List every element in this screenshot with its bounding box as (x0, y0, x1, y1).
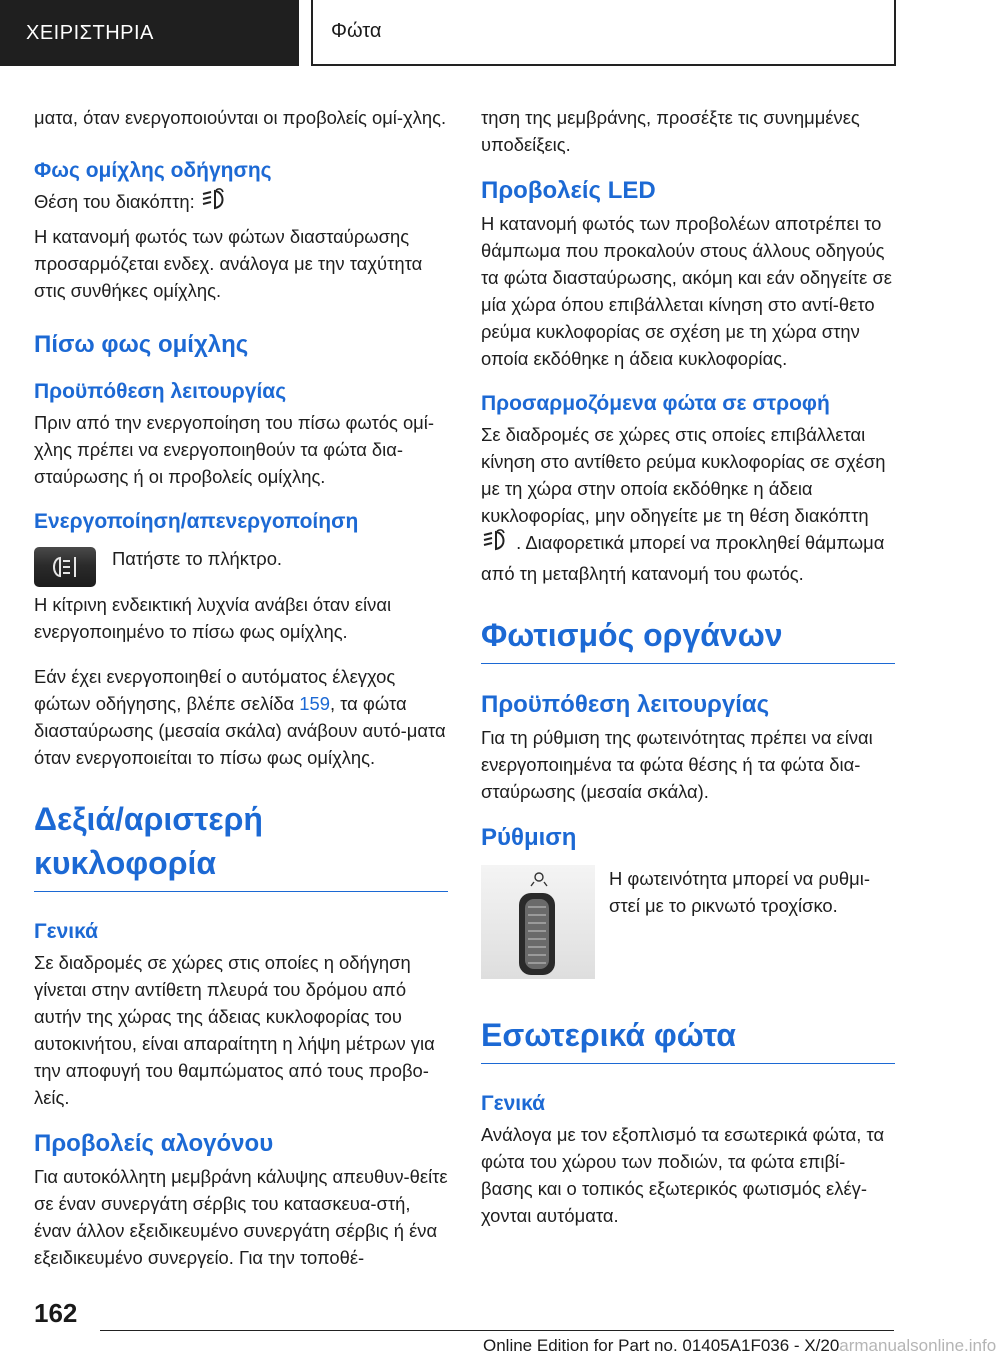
instrument-dimmer-thumbwheel (481, 865, 595, 979)
instruments-heading: Φωτισμός οργάνων (481, 613, 895, 664)
adaptive-text: Σε διαδρομές σε χώρες στις οποίες επιβάλλεται κίνηση στο αντίθετο ρεύμα κυκλοφορίας σε σχέση με τη χώρα στην οποία εκδόθηκε η άδεια κυκλοφορίας, μην οδηγείτε με τη θέση διακόπτη . Διαφορετικά μπορεί να προκληθεί θάμπωμα από τη μεταβλητή κατανομή του φωτός. (481, 424, 886, 584)
section-tab: ΧΕΙΡΙΣΤΗΡΙΑ (0, 0, 299, 66)
rear-fog-heading: Πίσω φως ομίχλης (34, 331, 249, 358)
rear-fog-light-button (34, 547, 96, 587)
fog-light-icon (481, 529, 511, 560)
chapter-tab: Φώτα (311, 0, 896, 66)
interior-general-heading: Γενικά (481, 1092, 546, 1115)
traffic-heading-line2: κυκλοφορία (34, 845, 217, 881)
halogen-heading: Προβολείς αλογόνου (34, 1130, 274, 1157)
dimmer-row (481, 865, 895, 979)
film-continuation-text: τηση της μεμβράνης, προσέξτε τις συνημμένες υποδείξεις. (481, 107, 860, 155)
fog-driving-heading: Φως ομίχλης οδήγησης (34, 159, 272, 182)
rear-fog-control-row (34, 545, 448, 587)
instruments-prereq-text: Για τη ρύθμιση της φωτεινότητας πρέπει να είναι ενεργοποιημένα τα φώτα θέσης ή τα φώτα δια-σταύρωσης (μεσαία σκάλα). (481, 727, 873, 802)
adaptive-heading: Προσαρμοζόμενα φώτα σε στροφή (481, 392, 830, 415)
instruments-prereq-heading: Προϋπόθεση λειτουργίας (481, 691, 770, 718)
traffic-heading-line1: Δεξιά/αριστερή (34, 801, 263, 837)
fog-driving-text: Η κατανομή φωτός των φώτων διασταύρωσης προσαρμόζεται ενδεχ. ανάλογα με την ταχύτητα στις συνθήκες ομίχλης. (34, 226, 423, 301)
led-heading: Προβολείς LED (481, 177, 656, 204)
adjust-heading: Ρύθμιση (481, 824, 577, 851)
right-column (481, 104, 895, 1229)
page-header (0, 0, 960, 66)
interior-general-text: Ανάλογα με τον εξοπλισμό τα εσωτερικά φώτα, τα φώτα του χώρου των ποδιών, τα φώτα επιβί-βασης και ο τοπικός εξωτερικός φωτισμός ελέγ-χονται αυτόματα. (481, 1124, 885, 1226)
footer-divider (100, 1330, 894, 1331)
fog-light-icon (200, 188, 230, 219)
page-link[interactable]: 159 (299, 693, 330, 714)
left-column (34, 104, 448, 1271)
interior-heading: Εσωτερικά φώτα (481, 1013, 895, 1064)
watermark: armanualsonline.info (839, 1336, 996, 1355)
auto-lights-text: Εάν έχει ενεργοποιηθεί ο αυτόματος έλεγχος φώτων οδήγησης, βλέπε σελίδα 159, τα φώτα διασταύρωσης (μεσαία σκάλα) ανάβουν αυτό-ματα όταν ενεργοποιείται το πίσω φως ομίχλης. (34, 666, 446, 768)
rear-fog-prereq-heading: Προϋπόθεση λειτουργίας (34, 380, 287, 403)
page-number: 162 (34, 1298, 78, 1328)
edition-text: Online Edition for Part no. 01405A1F036 - X/20armanualsonline.info (483, 1336, 996, 1355)
intro-paragraph: ματα, όταν ενεργοποιούνται οι προβολείς ομί-χλης. (34, 107, 447, 128)
indicator-text: Η κίτρινη ενδεικτική λυχνία ανάβει όταν είναι ενεργοποιημένο το πίσω φως ομίχλης. (34, 594, 392, 642)
toggle-heading: Ενεργοποίηση/απενεργοποίηση (34, 510, 359, 533)
press-button-text: Πατήστε το πλήκτρο. (112, 548, 283, 569)
switch-position-line (34, 188, 448, 219)
traffic-heading (34, 797, 448, 892)
halogen-text: Για αυτοκόλλητη μεμβράνη κάλυψης απευθυν-θείτε σε έναν συνεργάτη σέρβις του κατασκευα-στή, έναν άλλον εξειδικευμένο συνεργάτη σέρβις ή ένα εξειδικευμένο συνεργείο. Για την τοποθέ- (34, 1166, 448, 1268)
traffic-general-text: Σε διαδρομές σε χώρες στις οποίες η οδήγηση γίνεται στην αντίθετη πλευρά του δρόμου από αυτήν της χώρας της άδειας κυκλοφορίας του αυτοκινήτου, είναι απαραίτητη η λήψη μέτρων για την αποφυγή του θαμπώματος από τους προβο-λείς. (34, 952, 435, 1108)
adjust-text: Η φωτεινότητα μπορεί να ρυθμι-στεί με το ρικνωτό τροχίσκο. (609, 868, 870, 916)
rear-fog-prereq-text: Πριν από την ενεργοποίηση του πίσω φωτός ομί-χλης πρέπει να ενεργοποιηθούν τα φώτα δια-σταύρωσης ή οι προβολείς ομίχλης. (34, 412, 434, 487)
traffic-general-heading: Γενικά (34, 920, 99, 943)
switch-position-label: Θέση του διακόπτη: (34, 191, 195, 212)
led-text: Η κατανομή φωτός των προβολέων αποτρέπει το θάμπωμα που προκαλούν στους άλλους οδηγούς τα φώτα διασταύρωσης, ακόμη και εάν οδηγείτε σε μία χώρα όπου επιβάλλεται κίνηση στο αντί-θετο ρεύμα κυκλοφορίας σε σχέση με τη χώρα στην οποία εκδόθηκε η άδεια κυκλοφορίας. (481, 213, 892, 369)
